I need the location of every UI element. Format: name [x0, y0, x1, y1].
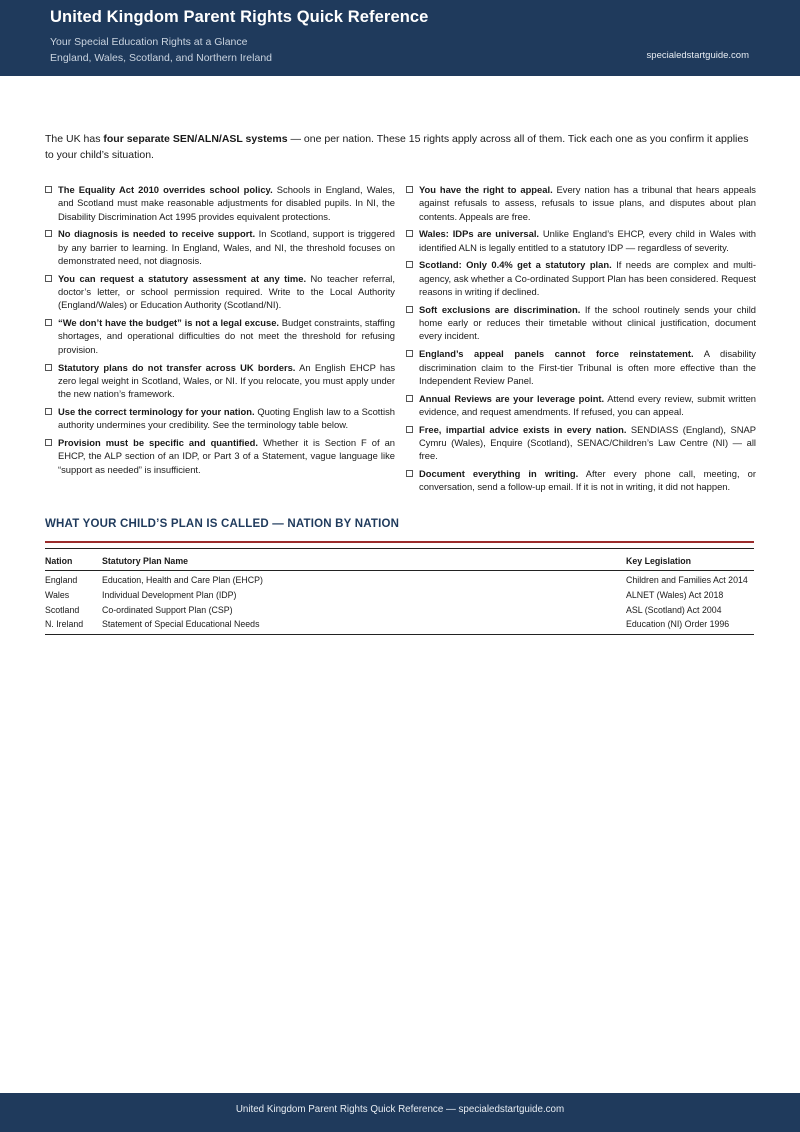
checkbox[interactable] — [45, 319, 52, 326]
table-cell: Statement of Special Educational Needs — [102, 617, 626, 634]
intro-text: The UK has — [45, 133, 104, 145]
table-cell: Education, Health and Care Plan (EHCP) — [102, 575, 263, 586]
intro-emphasis: four separate SEN/ALN/ASL systems — [103, 133, 288, 145]
subtitle-line: Your Special Education Rights at a Glance — [50, 36, 248, 48]
table-header-row — [45, 549, 754, 571]
checklist-item — [406, 227, 756, 254]
checklist-item — [45, 405, 395, 432]
plans-table — [45, 548, 754, 635]
checkbox[interactable] — [45, 364, 52, 371]
right-title: Provision must be specific and quantified. — [58, 437, 258, 449]
checklist-item — [406, 423, 756, 463]
right-text: Unlike England’s EHCP, every child in Wales with identified ALN is legally entitled to a statutory IDP — regardless of severity. — [419, 228, 756, 253]
table-cell: Co-ordinated Support Plan (CSP) — [102, 604, 233, 615]
table-row — [45, 588, 754, 603]
table-cell: Education (NI) Order 1996 — [626, 617, 754, 634]
checkbox[interactable] — [406, 261, 413, 268]
right-title: No diagnosis is needed to receive support. — [58, 228, 256, 240]
section-heading: WHAT YOUR CHILD’S PLAN IS CALLED — NATION BY NATION — [45, 518, 400, 530]
checklist-item — [406, 392, 756, 419]
right-text: Every nation has a tribunal that hears appeals against refusals to assess, refusals to issue plans, and disputes about plan contents. Appeals are free. — [419, 184, 756, 222]
right-text: If needs are complex and multi-agency, ask whether a Co-ordinated Support Plan has been considered. Request reasons in writing if declined. — [419, 259, 756, 298]
right-title: Annual Reviews are your leverage point. — [419, 392, 605, 404]
right-text: SENDIASS (England), SNAP Cymru (Wales), Enquire (Scotland), SENAC/Children’s Law Centre (NI) — all free. — [419, 423, 756, 462]
right-title: Soft exclusions are discrimination. — [419, 303, 581, 315]
table-cell: ALNET (Wales) Act 2018 — [626, 589, 724, 600]
table-cell: Individual Development Plan (IDP) — [102, 589, 237, 600]
table-row — [45, 571, 754, 588]
checklist-item — [45, 227, 395, 267]
checkbox[interactable] — [406, 426, 413, 433]
right-text: If the school routinely sends your child home early or reduces their timetable without clinical justification, document every incident. — [419, 303, 756, 342]
page-title: United Kingdom Parent Rights Quick Reference — [50, 8, 429, 26]
subtitle-line: England, Wales, Scotland, and Northern Ireland — [50, 52, 272, 64]
checklist-item — [406, 258, 756, 298]
right-text: No teacher referral, doctor’s letter, or school permission required. Write to the Local Authority (England/Wales) or Education Authority (Scotland/NI). — [58, 272, 395, 311]
checklist-item — [45, 436, 395, 476]
footer-text: United Kingdom Parent Rights Quick Reference — specialedstartguide.com — [235, 1104, 565, 1115]
right-title: “We don’t have the budget” is not a legal excuse. — [58, 317, 280, 329]
table-cell: ASL (Scotland) Act 2004 — [626, 604, 722, 615]
right-title: The Equality Act 2010 overrides school policy. — [58, 184, 273, 195]
table-cell: N. Ireland — [45, 617, 102, 634]
table-cell: Children and Families Act 2014 — [626, 575, 748, 586]
right-text: In Scotland, support is triggered by any barrier to learning. In England, Wales, and NI, the threshold focuses on demonstrated need, not diagnosis. — [58, 228, 395, 266]
table-cell: Wales — [45, 589, 70, 600]
checkbox[interactable] — [406, 230, 413, 237]
page-header — [0, 0, 800, 76]
table-cell: England — [45, 575, 78, 586]
checkbox[interactable] — [406, 306, 413, 313]
checklist-item — [406, 347, 756, 387]
right-text: Schools in England, Wales, and Scotland must make reasonable adjustments for disabled pupils. In NI, the Disability Discrimination Act 1995 provides equivalent protections. — [58, 184, 395, 222]
section-divider — [45, 541, 754, 543]
rights-checklist-left — [45, 183, 395, 480]
right-title: Free, impartial advice exists in every nation. — [419, 423, 627, 435]
right-text: Budget constraints, staffing shortages, and operational difficulties do not meet the threshold for refusing provision. — [58, 317, 395, 355]
column-header: Key Legislation — [626, 549, 754, 571]
checkbox[interactable] — [45, 408, 52, 415]
checkbox[interactable] — [406, 470, 413, 477]
intro-text: — one per nation. These 15 rights apply across all of them. Tick each one as you confirm it applies to your child’s situation. — [45, 133, 749, 161]
page-subtitle — [50, 34, 272, 66]
checklist-item — [45, 183, 395, 223]
column-header: Nation — [45, 549, 102, 571]
right-title: You can request a statutory assessment at any time. — [58, 272, 307, 284]
right-title: Scotland: Only 0.4% get a statutory plan. — [419, 259, 612, 271]
right-text: Attend every review, submit written evidence, and request amendments. If refused, you can appeal. — [419, 392, 756, 417]
right-title: Statutory plans do not transfer across UK borders. — [58, 361, 296, 373]
checklist-item — [45, 361, 395, 401]
checklist-item — [406, 183, 756, 223]
right-text: Quoting English law to a Scottish authority undermines your credibility. See the terminology table below. — [58, 405, 395, 431]
right-text: An English EHCP has zero legal weight in Scotland, Wales, or NI. If you relocate, you must apply under the new nation’s framework. — [58, 361, 396, 400]
right-title: Use the correct terminology for your nation. — [58, 405, 255, 417]
checkbox[interactable] — [406, 395, 413, 402]
checklist-item — [45, 316, 395, 356]
checkbox[interactable] — [45, 439, 52, 446]
right-title: You have the right to appeal. — [419, 184, 553, 195]
checklist-item — [406, 303, 756, 343]
table-row — [45, 617, 754, 634]
right-title: Document everything in writing. — [419, 468, 579, 480]
right-title: Wales: IDPs are universal. — [419, 228, 540, 240]
table-cell: Scotland — [45, 604, 80, 615]
right-title: England’s appeal panels cannot force reinstatement. — [419, 348, 694, 360]
checkbox[interactable] — [45, 230, 52, 237]
page-footer — [0, 1093, 800, 1132]
checklist-item — [45, 272, 395, 312]
rights-checklist-right — [406, 183, 756, 498]
column-header: Statutory Plan Name — [102, 549, 626, 571]
intro-paragraph — [45, 131, 757, 163]
right-text: Whether it is Section F of an EHCP, the ALP section of an IDP, or Part 3 of a Statement, vague language like “support as needed” is insufficient. — [58, 437, 395, 475]
checkbox[interactable] — [45, 186, 52, 193]
checkbox[interactable] — [45, 275, 52, 282]
right-text: After every phone call, meeting, or conversation, send a follow-up email. If it is not in writing, it did not happen. — [419, 468, 756, 493]
checklist-item — [406, 467, 756, 494]
checkbox[interactable] — [406, 350, 413, 357]
table-row — [45, 602, 754, 617]
right-text: A disability discrimination claim to the First-tier Tribunal is often more effective than the Independent Review Panel. — [419, 348, 756, 386]
checkbox[interactable] — [406, 186, 413, 193]
site-url[interactable]: specialedstartguide.com — [646, 50, 749, 61]
